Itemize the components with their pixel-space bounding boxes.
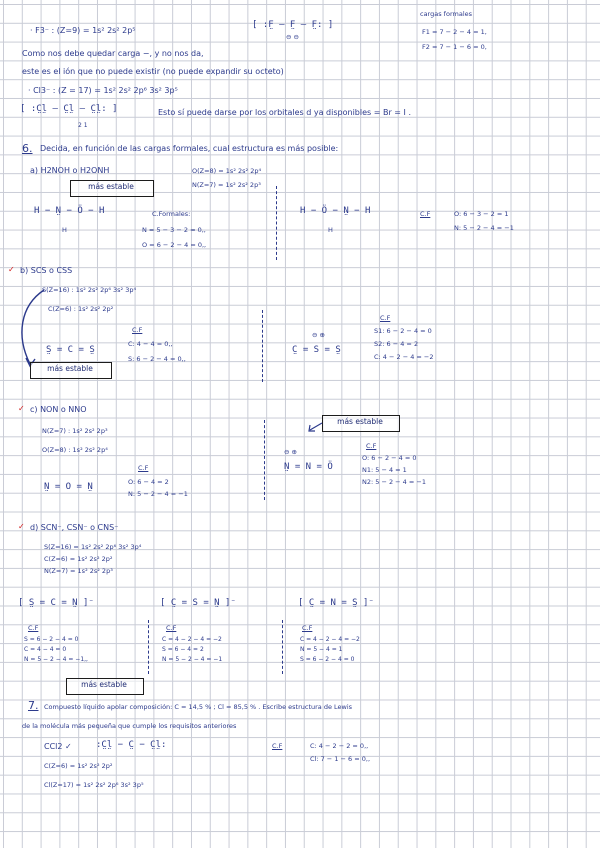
f3-formal-charges: ⊖ ⊖ — [286, 33, 299, 41]
part-b-cf-right-2: S2: 6 − 4 = 2 — [374, 340, 419, 348]
part-a-o-config: O(Z=8) = 1s² 2s² 2p⁴ — [192, 167, 262, 175]
part-a-cf-label: C.F — [420, 210, 431, 218]
part-a-cf-title: C.Formales: — [152, 210, 191, 218]
cargas-formales-line-1: F1 = 7 − 2 − 4 = 1, — [422, 28, 487, 36]
part-a-structure-right: H − Ö − N̤ − H — [300, 206, 371, 216]
part-d-scn-cf-2: C = 4 − 4 = 0 — [24, 646, 67, 653]
part-d-check: ✓ — [18, 522, 25, 531]
part-d-scn-cf-1: S = 6 − 2 − 4 = 0 — [24, 636, 79, 643]
part-b-stable-label: más estable — [47, 364, 93, 373]
section-7-cf-line-2: Cl: 7 − 1 − 6 = 0,, — [310, 755, 371, 763]
part-a-h-below: H — [62, 226, 67, 234]
part-a-n-config: N(Z=7) = 1s² 2s² 2p³ — [192, 181, 261, 189]
part-d-csn-cf-2: S = 6 − 4 = 2 — [162, 646, 204, 653]
part-d-divider-2 — [282, 620, 283, 674]
part-d-stable-label: más estable — [81, 680, 127, 689]
part-d-divider-1 — [148, 620, 149, 674]
part-d-csn-cf-1: C = 4 − 2 − 4 = −2 — [162, 636, 222, 643]
part-d-c-config: C(Z=6) = 1s² 2s² 2p² — [44, 555, 113, 563]
cl3-config: · Cl3⁻ : (Z = 17) = 1s² 2s² 2p⁶ 3s² 3p⁵ — [28, 86, 178, 95]
part-b-cf-right-3: C: 4 − 2 − 4 = −2 — [374, 353, 434, 361]
section-7-c-config: C(Z=6) = 1s² 2s² 2p² — [44, 762, 113, 770]
part-c-cf-right-1: O: 6 − 2 − 4 = 0 — [362, 454, 417, 462]
section-7-prompt-1: Compuesto líquido apolar composición: C = 14,5 % ; Cl = 85,5 % . Escribe estructura de Lewis — [44, 703, 353, 711]
cl3-lewis-structure: [ :C̤l̤ — C̤l̤ — C̤l̤: ] — [20, 104, 118, 114]
f3-config: · F3⁻ : (Z=9) = 1s² 2s² 2p⁵ — [30, 26, 136, 35]
part-a-divider — [276, 186, 277, 260]
part-a-structure-left: H − N̤ − Ö − H — [34, 206, 105, 216]
part-d-n-config: N(Z=7) = 1s² 2s² 2p³ — [44, 567, 113, 575]
part-a-cf-line-1: N = 5 − 3 − 2 = 0,, — [142, 226, 206, 234]
section-7-cl-config: Cl(Z=17) = 1s² 2s² 2p⁶ 3s² 3p⁵ — [44, 781, 144, 789]
part-d-cns-cf-1: C = 4 − 2 − 4 = −2 — [300, 636, 360, 643]
section-7-number: 7. — [28, 699, 39, 712]
section-7-prompt-2: de la molécula más pequeña que cumple los requisitos anteriores — [22, 722, 237, 730]
note-line-2: este es el ión que no puede existir (no puede expandir su octeto) — [22, 67, 284, 76]
part-b-cf-label: C.F — [132, 326, 143, 334]
part-a-label: a) H2NOH o H2ONH — [30, 166, 110, 175]
part-d-cns-cf-2: N = 5 − 4 = 1 — [300, 646, 343, 653]
part-c-structure-left: N̤ = O = N̤ — [44, 482, 93, 492]
part-d-structure-csn: [ C̤ = S = N̤ ]⁻ — [160, 598, 236, 608]
section-7-cf-label: C.F — [272, 742, 283, 750]
part-c-label: c) NON o NNO — [30, 405, 87, 414]
part-c-o-config: O(Z=8) : 1s² 2s² 2p⁴ — [42, 446, 108, 454]
part-b-s-config: S(Z=16) : 1s² 2s² 2p⁶ 3s² 3p⁴ — [42, 286, 137, 294]
part-b-arrow — [12, 286, 52, 370]
cargas-formales-line-2: F2 = 7 − 1 − 6 = 0, — [422, 43, 487, 51]
cl3-under-numbers: 2 1 — [78, 122, 88, 129]
part-d-structure-cns: [ C̤ = N = S̤ ]⁻ — [298, 598, 374, 608]
part-c-cf-label-2: C.F — [366, 442, 377, 450]
part-c-divider — [264, 420, 265, 500]
part-b-charges: ⊖ ⊕ — [312, 331, 325, 339]
cl3-note: Esto sí puede darse por los orbitales d ya disponibles = Br = I . — [158, 108, 411, 117]
cargas-formales-title: cargas formales — [420, 10, 473, 18]
part-d-structure-scn: [ S̤ = C = N̤ ]⁻ — [18, 598, 94, 608]
part-d-cf-label-1: C.F — [28, 624, 39, 632]
f3-lewis-structure: [ :F̤ — F̤ — F̤: ] — [252, 20, 334, 30]
part-a-cf-right-1: O: 6 − 3 − 2 = 1 — [454, 210, 509, 218]
section-6-prompt: Decida, en función de las cargas formales, cual estructura es más posible: — [40, 144, 339, 153]
part-b-label: b) SCS o CSS — [20, 266, 73, 275]
part-b-structure-left: S̤ = C = S̤ — [46, 345, 95, 355]
part-d-label: d) SCN⁻, CSN⁻ o CNS⁻ — [30, 523, 119, 532]
part-c-structure-right: N̤ = N = Ö — [284, 462, 333, 472]
part-b-structure-right: C̤ = S = S̤ — [292, 345, 341, 355]
section-6-number: 6. — [22, 142, 33, 155]
part-a-h-below-right: H — [328, 226, 333, 234]
part-c-cf-line-2: N: 5 − 2 − 4 = −1 — [128, 490, 188, 498]
part-c-charges: ⊖ ⊕ — [284, 448, 297, 456]
part-b-check: ✓ — [8, 265, 15, 274]
part-b-c-config: C(Z=6) : 1s² 2s² 2p² — [48, 305, 114, 313]
section-7-formula: CCl2 ✓ — [44, 742, 72, 751]
part-c-stable-label: más estable — [337, 417, 383, 426]
part-a-cf-line-2: O = 6 − 2 − 4 = 0,, — [142, 241, 207, 249]
part-c-check: ✓ — [18, 404, 25, 413]
part-d-cns-cf-3: S = 6 − 2 − 4 = 0 — [300, 656, 355, 663]
part-b-cf-line-1: C: 4 − 4 = 0,, — [128, 340, 173, 348]
part-a-cf-right-2: N: 5 − 2 − 4 = −1 — [454, 224, 514, 232]
part-d-csn-cf-3: N = 5 − 2 − 4 = −1 — [162, 656, 223, 663]
section-7-structure: :C̤l̤ − C̤ − C̤l̤: — [96, 740, 167, 750]
part-c-cf-right-2: N1: 5 − 4 = 1 — [362, 466, 407, 474]
part-a-stable-label: más estable — [88, 182, 134, 191]
part-b-cf-line-2: S: 6 − 2 − 4 = 0,, — [128, 355, 186, 363]
part-b-cf-label-2: C.F — [380, 314, 391, 322]
part-b-divider — [262, 310, 263, 382]
part-c-cf-line-1: O: 6 − 4 = 2 — [128, 478, 169, 486]
part-c-cf-right-3: N2: 5 − 2 − 4 = −1 — [362, 478, 426, 486]
part-d-s-config: S(Z=16) = 1s² 2s² 2p⁶ 3s² 3p⁴ — [44, 543, 142, 551]
section-7-cf-line-1: C: 4 − 2 − 2 = 0,, — [310, 742, 369, 750]
note-line-1: Como nos debe quedar carga −, y no nos da, — [22, 49, 204, 58]
part-d-cf-label-3: C.F — [302, 624, 313, 632]
part-c-arrow — [306, 420, 326, 434]
part-c-cf-label: C.F — [138, 464, 149, 472]
part-d-cf-label-2: C.F — [166, 624, 177, 632]
part-b-cf-right-1: S1: 6 − 2 − 4 = 0 — [374, 327, 432, 335]
part-c-n-config: N(Z=7) : 1s² 2s² 2p³ — [42, 427, 108, 435]
part-d-scn-cf-3: N = 5 − 2 − 4 = −1,, — [24, 656, 88, 663]
